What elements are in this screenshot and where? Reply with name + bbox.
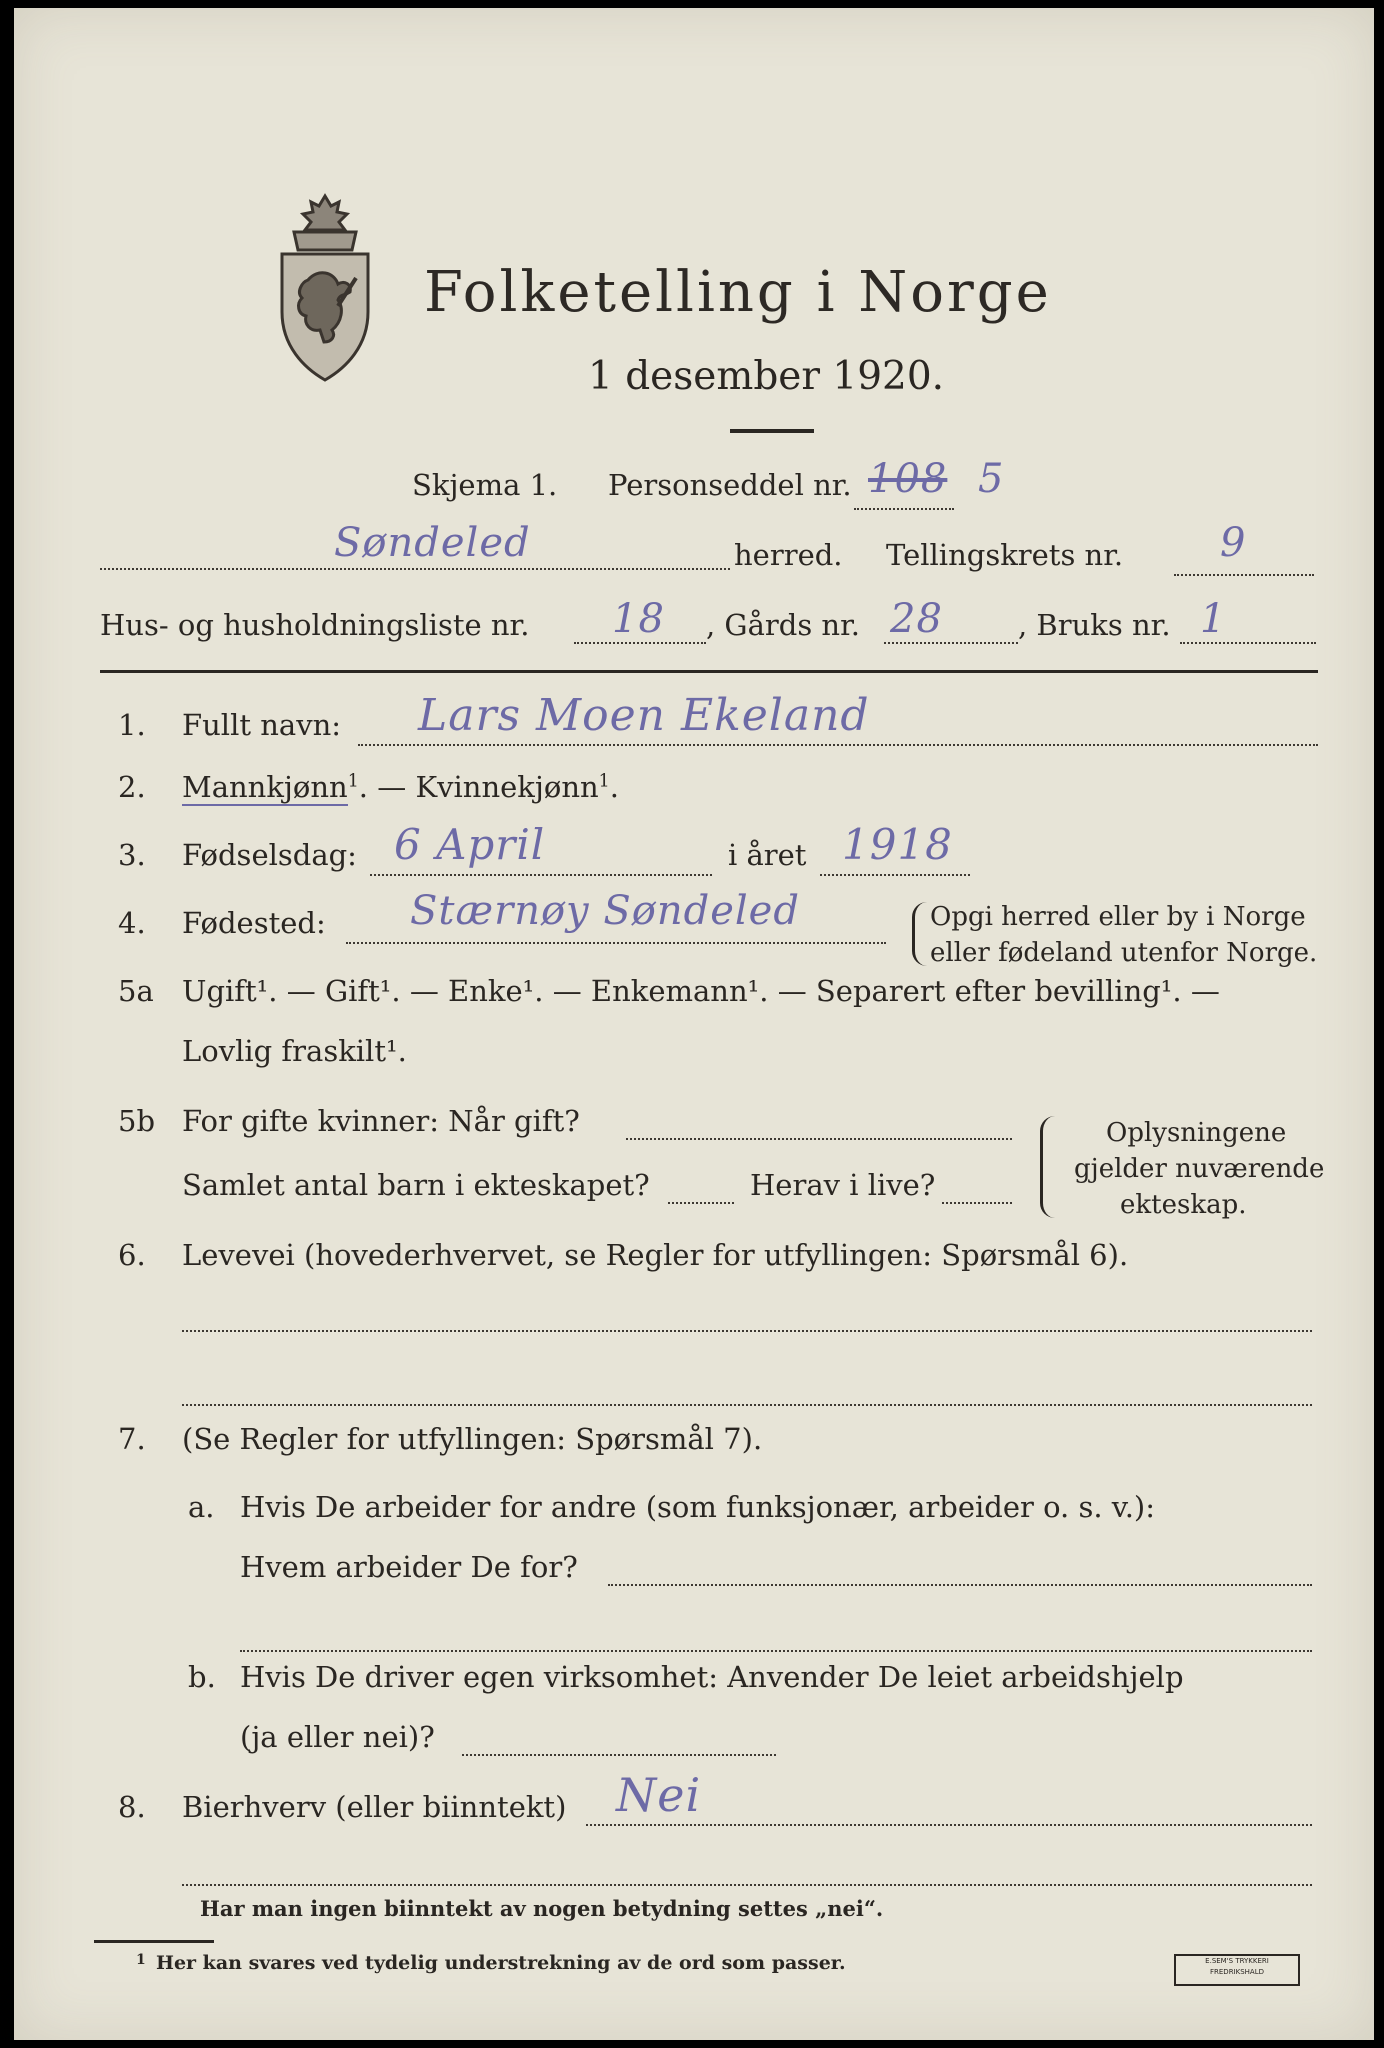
hus-value: 18	[612, 596, 665, 642]
q1-label: Fullt navn:	[182, 708, 342, 742]
bruks-line	[1180, 642, 1316, 644]
q4-birthplace-value: Stærnøy Søndeled	[410, 888, 800, 934]
q7b-number: b.	[188, 1660, 216, 1694]
q4-brace	[912, 902, 927, 966]
coat-of-arms-icon	[260, 188, 390, 388]
q6-line2	[182, 1404, 1312, 1406]
q8-label: Bierhverv (eller biinntekt)	[182, 1790, 567, 1824]
bruks-value: 1	[1200, 596, 1227, 642]
gards-label: , Gårds nr.	[706, 608, 860, 642]
q8-value: Nei	[616, 1768, 702, 1822]
q5b-note-line3: ekteskap.	[1120, 1190, 1247, 1220]
q7b-answer-line	[462, 1754, 776, 1756]
tellingskrets-value: 9	[1220, 520, 1247, 566]
q7a-line1: Hvis De arbeider for andre (som funksjonær, arbeider o. s. v.):	[240, 1490, 1156, 1524]
q7-label: (Se Regler for utfyllingen: Spørsmål 7).	[182, 1422, 763, 1456]
q5b-married-line	[626, 1138, 1012, 1140]
q6-number: 6.	[118, 1238, 146, 1272]
q5b-children-label: Samlet antal barn i ekteskapet?	[182, 1168, 650, 1202]
q2-female-option: Kvinnekjønn	[415, 770, 599, 804]
bruks-label: , Bruks nr.	[1018, 608, 1171, 642]
personseddel-value: 5	[978, 456, 1005, 502]
q4-label: Fødested:	[182, 906, 326, 940]
q5a-number: 5a	[118, 974, 154, 1008]
q8-number: 8.	[118, 1790, 146, 1824]
q3-date-line	[370, 874, 712, 876]
q7b-line2: (ja eller nei)?	[240, 1720, 435, 1754]
hus-line	[574, 642, 706, 644]
tellingskrets-line	[1174, 574, 1314, 576]
q5b-children-line	[668, 1202, 734, 1204]
q4-note-line1: Opgi herred eller by i Norge	[930, 902, 1306, 932]
gards-value: 28	[890, 596, 943, 642]
q5a-options-line2: Lovlig fraskilt¹.	[182, 1034, 407, 1068]
q1-full-name-value: Lars Moen Ekeland	[418, 690, 870, 741]
q7a-line2: Hvem arbeider De for?	[240, 1550, 578, 1584]
q5b-alive-line	[942, 1202, 1012, 1204]
q7a-number: a.	[188, 1490, 215, 1524]
herred-label: herred.	[734, 538, 843, 572]
footer-note: Har man ingen biinntekt av nogen betydning settes „nei“.	[200, 1896, 884, 1921]
q5a-options-line1: Ugift¹. — Gift¹. — Enke¹. — Enkemann¹. — Separert efter bevilling¹. —	[182, 974, 1220, 1008]
q3-birthday-value: 6 April	[394, 820, 546, 869]
q6-label: Levevei (hovederhvervet, se Regler for utfyllingen: Spørsmål 6).	[182, 1238, 1129, 1272]
herred-line	[100, 568, 730, 570]
personseddel-line	[854, 508, 954, 510]
form-title: Folketelling i Norge	[424, 260, 1052, 325]
gards-line	[884, 642, 1018, 644]
q7b-line1: Hvis De driver egen virksomhet: Anvender De leiet arbeidshjelp	[240, 1660, 1184, 1694]
hus-label: Hus- og husholdningsliste nr.	[100, 608, 530, 642]
q5b-note-line1: Oplysningene	[1106, 1118, 1287, 1148]
q3-year-line	[820, 874, 970, 876]
q7a-extra-line	[240, 1650, 1312, 1652]
title-divider	[730, 429, 814, 433]
footnote-number: 1	[136, 1952, 146, 1968]
q5b-brace	[1040, 1116, 1055, 1218]
q3-number: 3.	[118, 838, 146, 872]
q3-label: Fødselsdag:	[182, 838, 357, 872]
q7-number: 7.	[118, 1422, 146, 1456]
q6-line1	[182, 1330, 1312, 1332]
q3-year-value: 1918	[842, 820, 953, 869]
q5b-note-line2: gjelder nuværende	[1074, 1154, 1325, 1184]
footnote-text: Her kan svares ved tydelig understrekning av de ord som passer.	[156, 1952, 846, 1974]
herred-value: Søndeled	[334, 520, 531, 566]
q1-number: 1.	[118, 708, 146, 742]
q8-line	[586, 1824, 1312, 1826]
personseddel-struck-value: 108	[868, 456, 948, 502]
q5b-number: 5b	[118, 1104, 156, 1138]
skjema-label: Skjema 1.	[412, 468, 558, 502]
footnote-rule	[94, 1940, 214, 1943]
q5b-line1-label: For gifte kvinner: Når gift?	[182, 1104, 580, 1138]
q2-male-option: Mannkjønn	[182, 770, 348, 804]
q8-extra-line	[182, 1884, 1312, 1886]
census-form	[14, 8, 1374, 2040]
q5b-alive-label: Herav i live?	[750, 1168, 936, 1202]
form-date: 1 desember 1920.	[588, 354, 945, 399]
q7a-employer-line	[608, 1584, 1312, 1586]
q3-year-label: i året	[728, 838, 807, 872]
q4-line	[346, 942, 886, 944]
personseddel-label: Personseddel nr.	[608, 468, 852, 502]
tellingskrets-label: Tellingskrets nr.	[886, 538, 1124, 572]
header-separator	[100, 670, 1318, 673]
q4-number: 4.	[118, 906, 146, 940]
q1-line	[358, 744, 1318, 746]
q2-number: 2.	[118, 770, 146, 804]
q2-options: Mannkjønn$^1$. — Kvinnekjønn$^1$.	[182, 770, 619, 804]
printer-stamp: E.SEM'S TRYKKERI FREDRIKSHALD	[1174, 1954, 1300, 1986]
q4-note-line2: eller fødeland utenfor Norge.	[930, 938, 1318, 968]
